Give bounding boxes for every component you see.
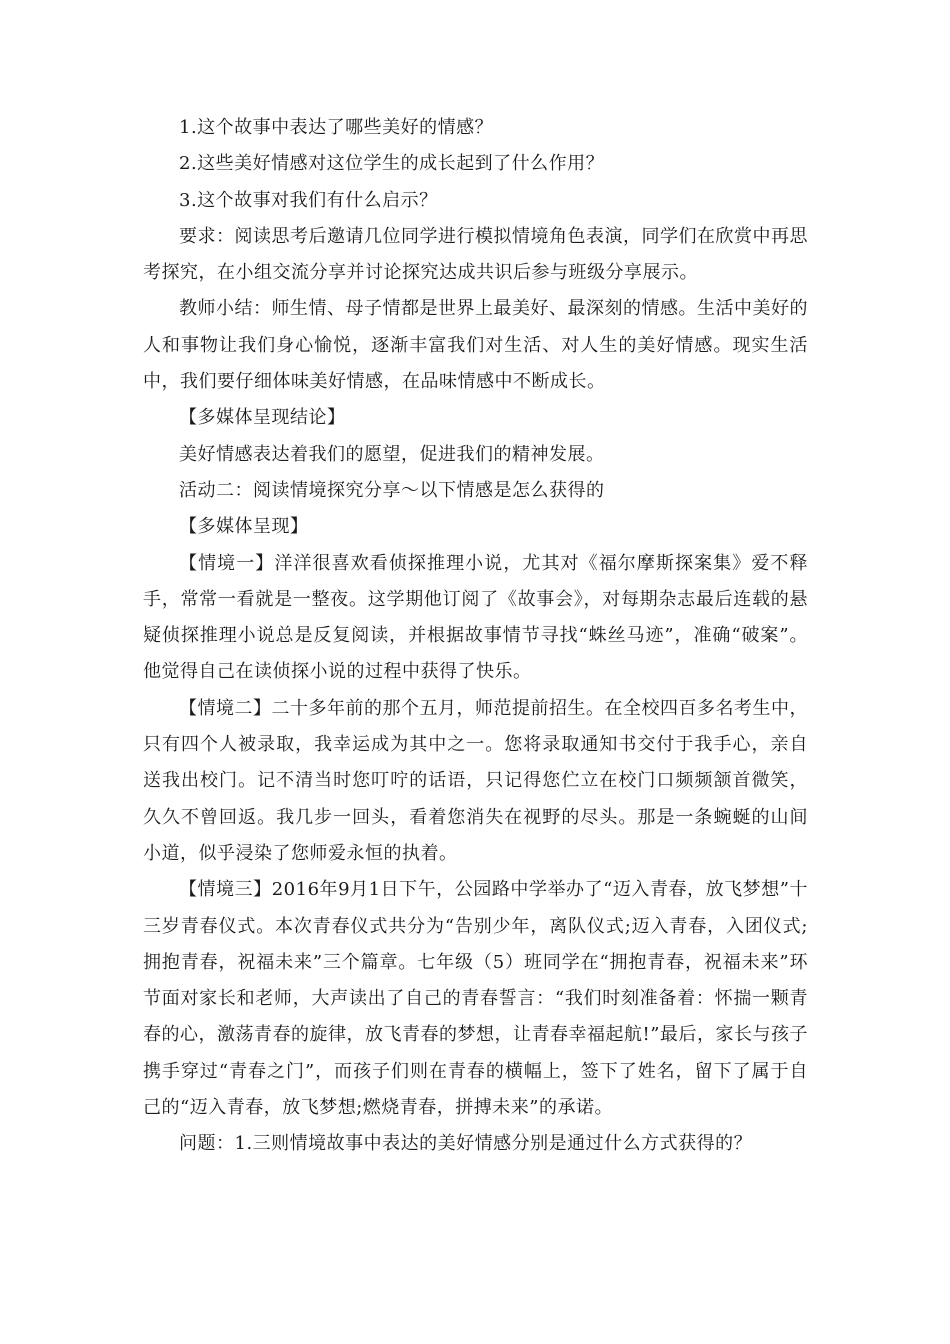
question-3: 3.这个故事对我们有什么启示？ [179, 189, 438, 211]
teacher-summary-paragraph: 教师小结：师生情、母子情都是世界上最美好、最深刻的情感。生活中美好的人和事物让我们身心愉悦，逐渐丰富我们对生活、对人生的美好情感。现实生活中，我们要仔细体味美好情感，在品味情感中不断成长。 [143, 298, 808, 393]
document-body [143, 110, 808, 1163]
final-question-paragraph: 问题：1.三则情境故事中表达的美好情感分别是通过什么方式获得的？ [179, 1133, 753, 1155]
multimedia-conclusion-heading: 【多媒体呈现结论】 [179, 407, 346, 429]
question-2: 2.这些美好情感对这位学生的成长起到了什么作用？ [179, 153, 605, 175]
multimedia-heading: 【多媒体呈现】 [179, 516, 309, 538]
scenario-two-paragraph: 【情境二】二十多年前的那个五月，师范提前招生。在全校四百多名考生中，只有四个人被录取，我幸运成为其中之一。您将录取通知书交付于我手心，亲自送我出校门。记不清当时您叮咛的话语，只记得您伫立在校门口频频颔首微笑，久久不曾回返。我几步一回头，看着您消失在视野的尽头。那是一条蜿蜒的山间小道，似乎浸染了您师爱永恒的执着。 [143, 697, 808, 864]
question-1: 1.这个故事中表达了哪些美好的情感？ [179, 117, 494, 138]
scenario-one-paragraph: 【情境一】洋洋很喜欢看侦探推理小说，尤其对《福尔摩斯探案集》爱不释手，常常一看就是一整夜。这学期他订阅了《故事会》，对每期杂志最后连载的悬疑侦探推理小说总是反复阅读，并根据故事情节寻找“蛛丝马迹”，准确“破案”。他觉得自己在读侦探小说的过程中获得了快乐。 [143, 552, 808, 683]
requirement-paragraph: 要求：阅读思考后邀请几位同学进行模拟情境角色表演，同学们在欣赏中再思考探究，在小组交流分享并讨论探究达成共识后参与班级分享展示。 [143, 225, 808, 284]
scenario-three-paragraph: 【情境三】2016年9月1日下午，公园路中学举办了“迈入青春，放飞梦想”十三岁青春仪式。本次青春仪式共分为“告别少年，离队仪式;迈入青春，入团仪式;拥抱青春，祝福未来”三个篇章。七年级（5）班同学在“拥抱青春，祝福未来”环节面对家长和老师，大声读出了自己的青春誓言：“我们时刻准备着：怀揣一颗青春的心，激荡青春的旋律，放飞青春的梦想，让青春幸福起航!”最后，家长与孩子携手穿过“青春之门”，而孩子们则在青春的横幅上，签下了姓名，留下了属于自己的“迈入青春，放飞梦想;燃烧青春，拼搏未来”的承诺。 [143, 879, 808, 1119]
activity-two-heading: 活动二：阅读情境探究分享～以下情感是怎么获得的 [179, 479, 605, 501]
conclusion-paragraph: 美好情感表达着我们的愿望，促进我们的精神发展。 [179, 443, 605, 465]
